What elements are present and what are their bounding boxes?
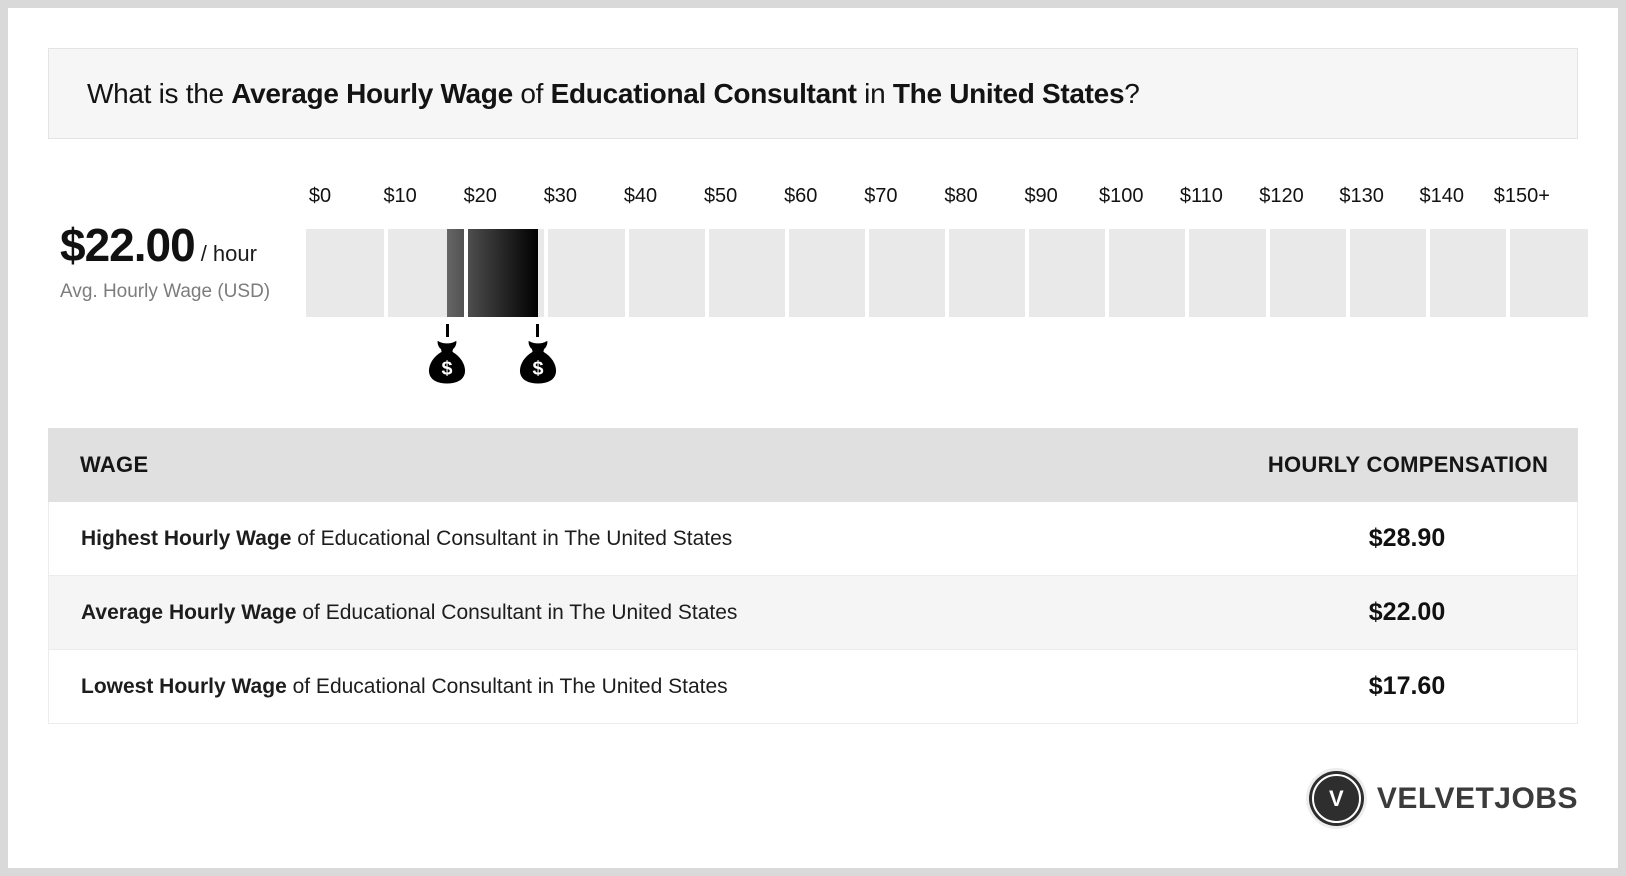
wage-range-chart — [306, 185, 1588, 403]
average-wage-unit: / hour — [200, 241, 257, 266]
marker-tick — [536, 324, 539, 337]
lowest-wage-marker — [427, 324, 467, 384]
axis-label: $0 — [308, 185, 332, 207]
title-part: The United States — [892, 77, 1125, 109]
row-label-bold: Highest Hourly Wage — [81, 526, 292, 550]
axis-label: $60 — [784, 185, 818, 207]
title-part: ? — [1124, 77, 1140, 109]
row-label-rest: of Educational Consultant in The United States — [296, 600, 738, 624]
velvetjobs-logo — [1309, 771, 1578, 826]
scale-gap — [1105, 229, 1109, 317]
scale-gap — [1185, 229, 1189, 317]
row-value: $28.90 — [1368, 524, 1446, 552]
scale-gap — [1426, 229, 1430, 317]
scale-gap — [1266, 229, 1270, 317]
scale-cell — [1027, 229, 1107, 317]
row-label — [49, 675, 728, 699]
axis-label: $40 — [623, 185, 658, 207]
scale-cell — [306, 229, 386, 317]
wage-range-overlay — [447, 229, 538, 317]
axis-label: $110 — [1179, 185, 1223, 207]
scale-cell — [707, 229, 787, 317]
scale-cell — [947, 229, 1027, 317]
svg-text:$: $ — [532, 357, 544, 380]
money-bag-icon — [427, 340, 467, 384]
highest-wage-marker — [518, 324, 558, 384]
scale-cell — [1268, 229, 1348, 317]
row-label — [49, 601, 737, 625]
scale-cell — [546, 229, 626, 317]
scale-gap — [865, 229, 869, 317]
axis-label: $20 — [463, 185, 497, 207]
column-header-hourly-compensation: HOURLY COMPENSATION — [1267, 452, 1549, 477]
axis-label: $30 — [543, 185, 578, 207]
title-part: in — [856, 77, 893, 109]
scale-gap — [544, 229, 548, 317]
header-box — [48, 48, 1578, 139]
axis-label: $130 — [1339, 185, 1384, 207]
title-part: Educational Consultant — [550, 77, 857, 109]
money-bag-icon — [518, 340, 558, 384]
page-title — [87, 78, 1140, 110]
average-wage-caption: Avg. Hourly Wage (USD) — [60, 281, 271, 302]
axis-label: $100 — [1099, 185, 1144, 207]
axis-label: $70 — [864, 185, 898, 207]
row-label-bold: Average Hourly Wage — [81, 600, 297, 624]
title-part: What is the — [87, 77, 232, 109]
wage-scale-bar — [306, 229, 1588, 317]
axis-label: $140 — [1419, 185, 1464, 207]
logo-monogram: V — [1328, 785, 1344, 811]
scale-gap — [1025, 229, 1029, 317]
scale-cell — [1107, 229, 1187, 317]
scale-cell — [787, 229, 867, 317]
infographic-card — [8, 8, 1618, 868]
velvetjobs-logo-icon — [1309, 771, 1364, 826]
scale-gap — [945, 229, 949, 317]
axis-label: $50 — [703, 185, 738, 207]
scale-cell — [867, 229, 947, 317]
row-label-rest: of Educational Consultant in The United States — [291, 526, 733, 550]
row-value: $22.00 — [1368, 598, 1446, 626]
title-part: of — [512, 77, 551, 109]
scale-gap — [705, 229, 709, 317]
title-part: Average Hourly Wage — [231, 77, 513, 109]
row-value: $17.60 — [1368, 672, 1446, 700]
axis-label: $120 — [1259, 185, 1304, 207]
svg-text:$: $ — [441, 357, 453, 380]
scale-cell — [1187, 229, 1267, 317]
table-row-highest — [48, 502, 1578, 576]
column-header-wage: WAGE — [80, 452, 149, 477]
table-header-row — [48, 428, 1578, 502]
axis-label: $150+ — [1493, 185, 1550, 207]
scale-cell — [1428, 229, 1508, 317]
axis-label: $80 — [944, 185, 978, 207]
wage-table — [48, 428, 1578, 724]
wage-markers — [306, 317, 1588, 403]
scale-gap — [464, 229, 468, 317]
scale-cell — [627, 229, 707, 317]
logo-text: VELVETJOBS — [1376, 781, 1578, 815]
row-label — [49, 527, 732, 551]
scale-gap — [625, 229, 629, 317]
scale-gap — [384, 229, 388, 317]
table-row-lowest — [48, 650, 1578, 724]
scale-gap — [785, 229, 789, 317]
row-label-rest: of Educational Consultant in The United States — [286, 674, 728, 698]
scale-cell — [1508, 229, 1588, 317]
axis-label: $90 — [1024, 185, 1058, 207]
row-label-bold: Lowest Hourly Wage — [81, 674, 287, 698]
axis-label: $10 — [383, 185, 417, 207]
scale-gap — [1506, 229, 1510, 317]
scale-cell — [1348, 229, 1428, 317]
average-wage-amount: $22.00 — [60, 219, 195, 271]
marker-tick — [446, 324, 449, 337]
average-wage-display — [60, 218, 300, 303]
axis-labels — [306, 185, 1588, 213]
table-row-average — [48, 576, 1578, 650]
scale-gap — [1346, 229, 1350, 317]
